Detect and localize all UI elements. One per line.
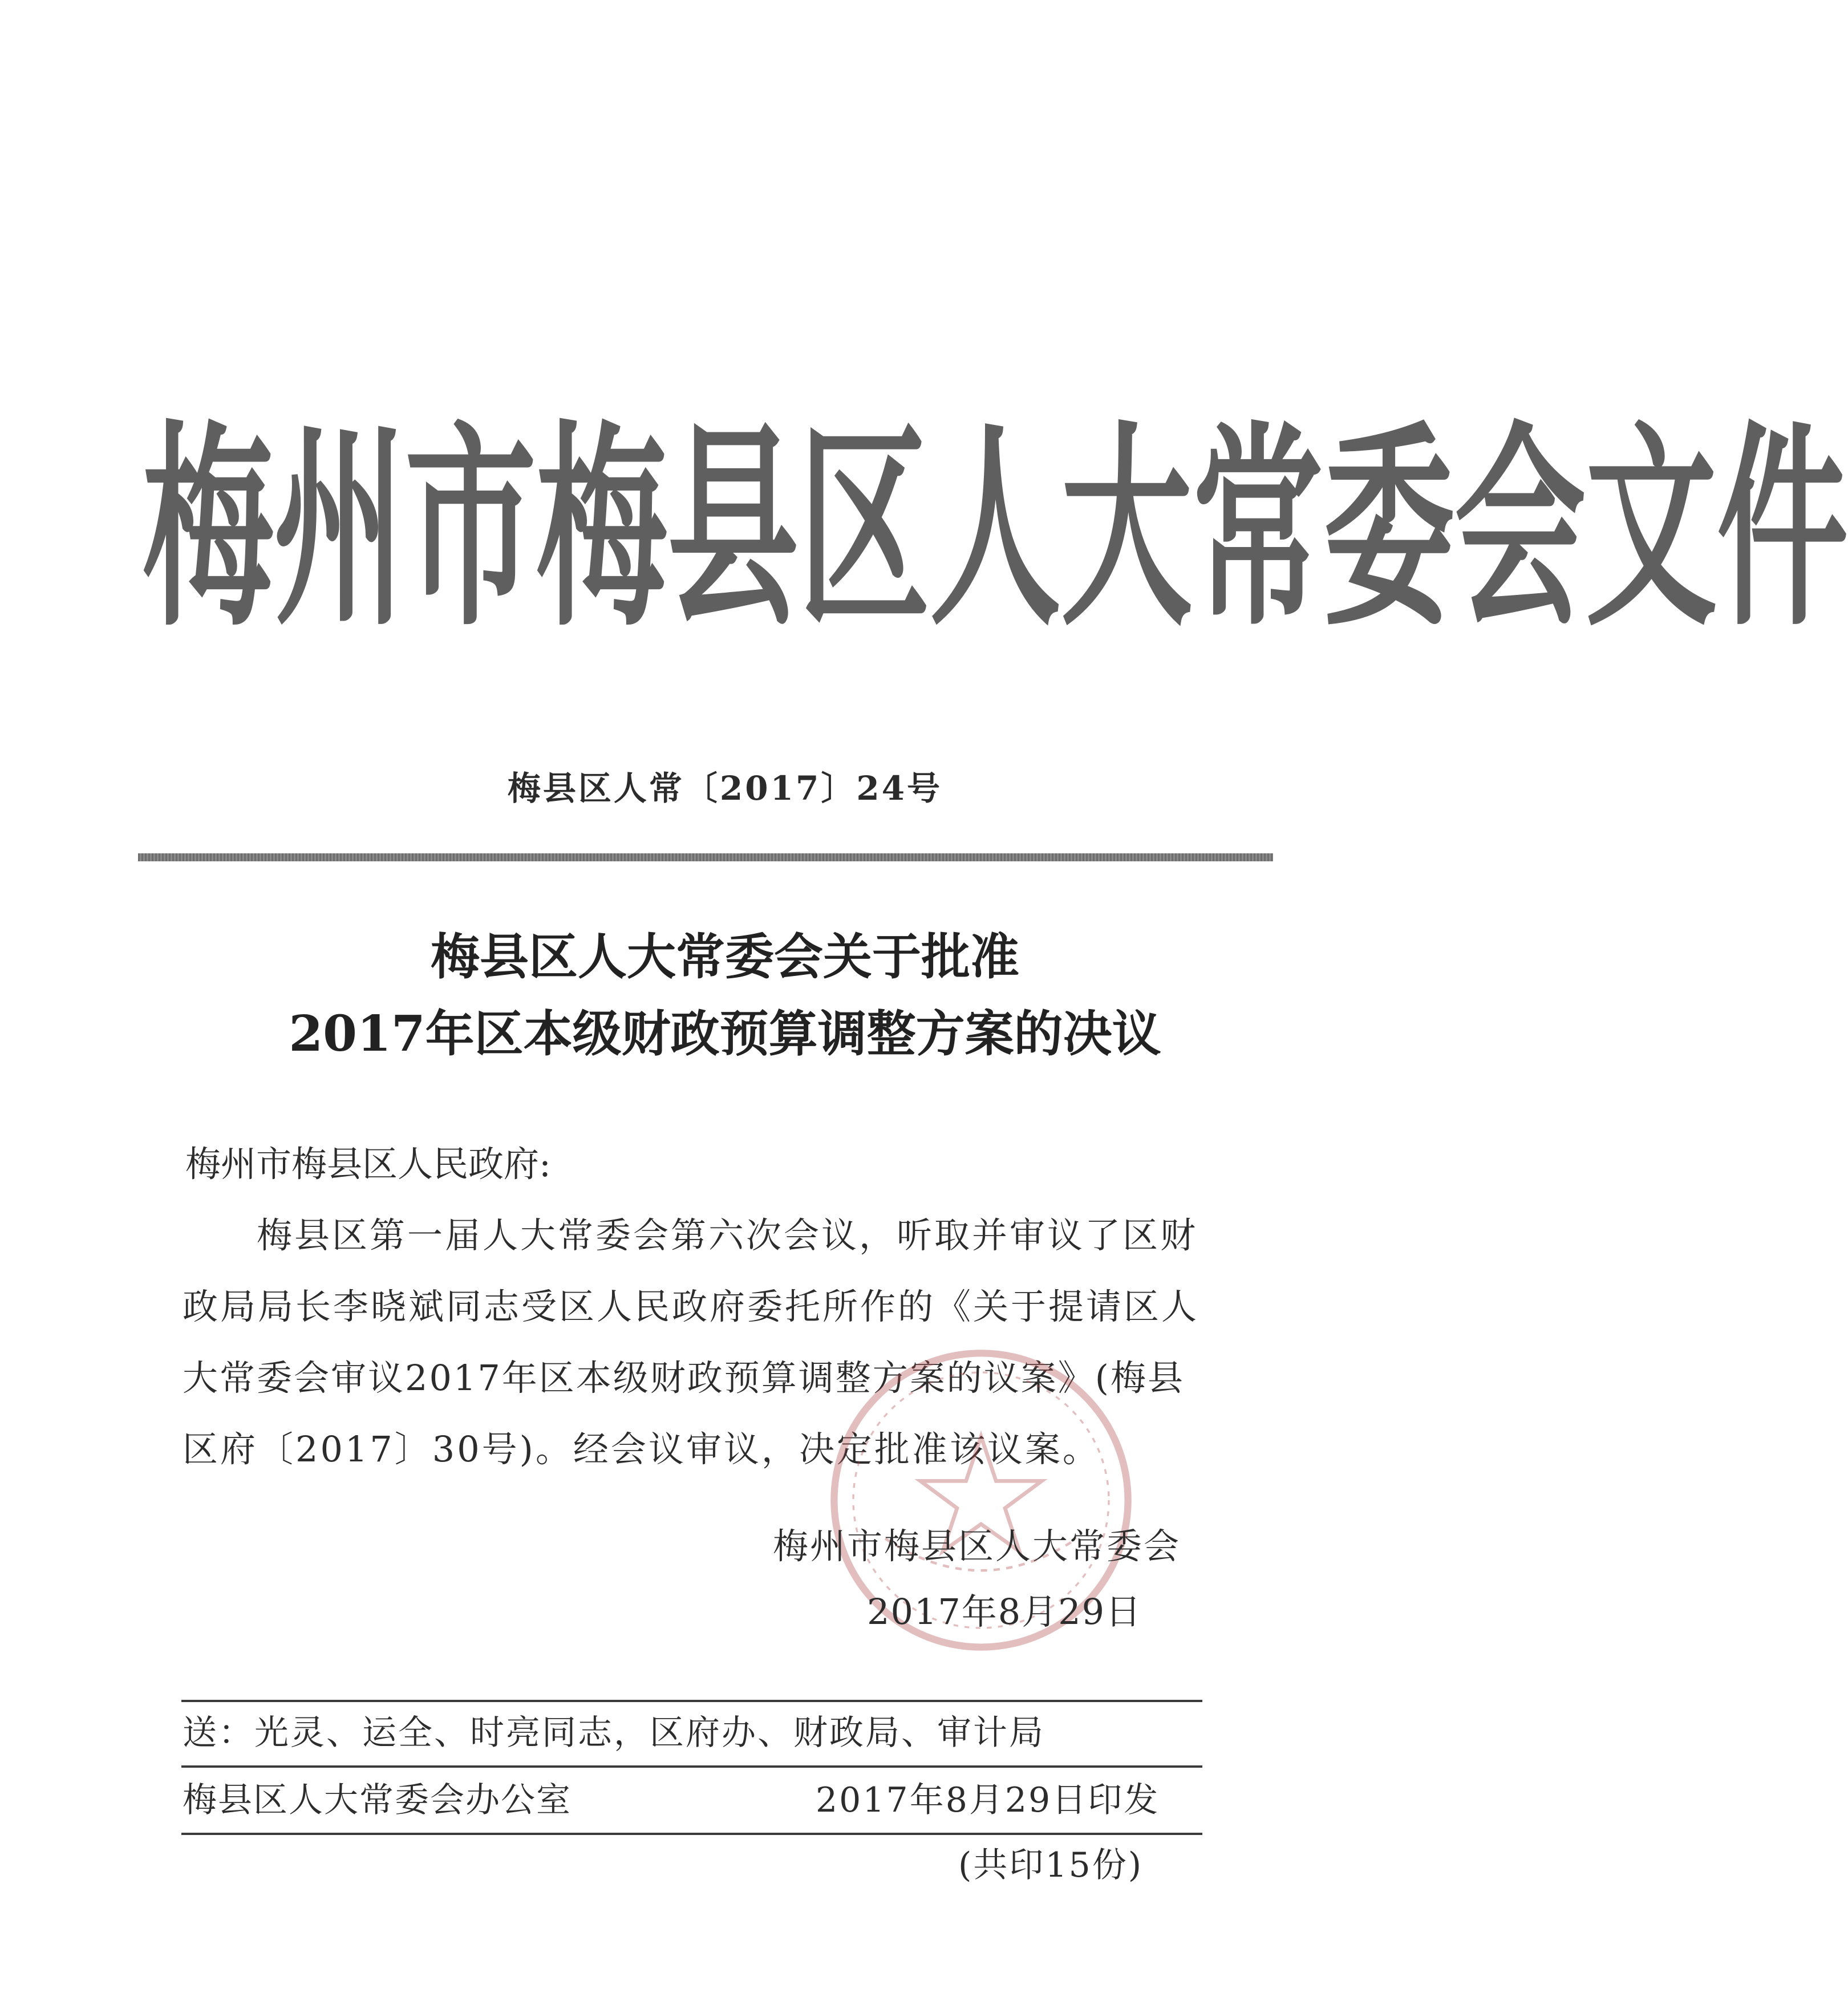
masthead-character: 州 bbox=[274, 404, 406, 656]
masthead-character: 梅 bbox=[536, 404, 668, 656]
body-line-3: 大常委会审议2017年区本级财政预算调整方案的议案》(梅县 bbox=[183, 1357, 1185, 1399]
footer-rule-middle bbox=[181, 1765, 1202, 1768]
masthead-character: 县 bbox=[667, 404, 799, 656]
document-title-line-1: 梅县区人大常委会关于批准 bbox=[431, 928, 1019, 986]
issue-date: 2017年8月29日印发 bbox=[816, 1780, 1160, 1820]
document-number: 梅县区人常〔2017〕24号 bbox=[507, 769, 943, 808]
copies-count: (共印15份) bbox=[958, 1845, 1144, 1885]
footer-rule-bottom bbox=[181, 1833, 1202, 1835]
masthead-character: 常 bbox=[1192, 404, 1324, 656]
masthead-character: 会 bbox=[1454, 404, 1586, 656]
masthead-character: 件 bbox=[1717, 404, 1848, 656]
header-separator bbox=[138, 853, 1273, 861]
signature-date: 2017年8月29日 bbox=[867, 1591, 1142, 1633]
masthead-character: 市 bbox=[405, 404, 537, 656]
cc-recipients: 送：光灵、运全、时亮同志，区府办、财政局、审计局 bbox=[183, 1713, 1045, 1753]
masthead-character: 人 bbox=[930, 404, 1061, 656]
signature-organization: 梅州市梅县区人大常委会 bbox=[773, 1525, 1181, 1567]
issuing-office: 梅县区人大常委会办公室 bbox=[183, 1780, 572, 1820]
body-line-4: 区府〔2017〕30号)。经会议审议，决定批准该议案。 bbox=[183, 1428, 1100, 1470]
masthead-character: 大 bbox=[1061, 404, 1193, 656]
addressee: 梅州市梅县区人民政府: bbox=[185, 1143, 551, 1185]
masthead-title bbox=[143, 399, 1848, 662]
masthead-character: 委 bbox=[1323, 404, 1455, 656]
body-line-1: 梅县区第一届人大常委会第六次会议，听取并审议了区财 bbox=[257, 1214, 1198, 1256]
body-line-2: 政局局长李晓斌同志受区人民政府委托所作的《关于提请区人 bbox=[183, 1286, 1199, 1327]
document-title-line-2: 2017年区本级财政预算调整方案的决议 bbox=[289, 1005, 1161, 1063]
masthead-character: 梅 bbox=[143, 404, 274, 656]
masthead-character: 文 bbox=[1586, 404, 1717, 656]
masthead-character: 区 bbox=[799, 404, 930, 656]
footer-rule-top bbox=[181, 1700, 1202, 1702]
